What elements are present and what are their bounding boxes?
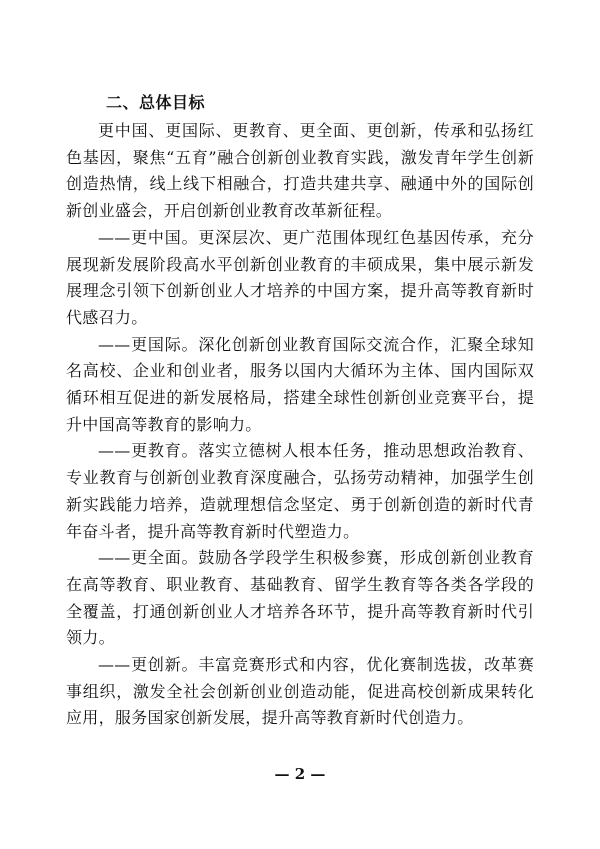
paragraph-more-innovative: ——更创新。丰富竞赛形式和内容，优化赛制选拔，改革赛事组织，激发全社会创新创业创造动能，促进高校创新成果转化应用，服务国家创新发展，提升高等教育新时代创造力。	[66, 655, 534, 728]
section-heading: 二、总体目标	[106, 93, 206, 112]
paragraph-more-educational: ——更教育。落实立德树人根本任务，推动思想政治教育、专业教育与创新创业教育深度融合，弘扬劳动精神，加强学生创新实践能力培养，造就理想信念坚定、勇于创新创造的新时代青年奋斗者，提升高等教育新时代塑造力。	[66, 441, 534, 541]
paragraph-more-chinese: ——更中国。更深层次、更广范围体现红色基因传承，充分展现新发展阶段高水平创新创业教育的丰硕成果，集中展示新发展理念引领下创新创业人才培养的中国方案，提升高等教育新时代感召力。	[66, 227, 534, 327]
page-number: — 2 —	[274, 765, 326, 783]
paragraph-more-international: ——更国际。深化创新创业教育国际交流合作，汇聚全球知名高校、企业和创业者，服务以国内大循环为主体、国内国际双循环相互促进的新发展格局，搭建全球性创新创业竞赛平台，提升中国高等教育的影响力。	[66, 334, 534, 434]
paragraph-more-comprehensive: ——更全面。鼓励各学段学生积极参赛，形成创新创业教育在高等教育、职业教育、基础教育、留学生教育等各类各学段的全覆盖，打通创新创业人才培养各环节，提升高等教育新时代引领力。	[66, 548, 534, 648]
paragraph-overview: 更中国、更国际、更教育、更全面、更创新，传承和弘扬红色基因，聚焦“五育”融合创新创业教育实践，激发青年学生创新创造热情，线上线下相融合，打造共建共享、融通中外的国际创新创业盛会，开启创新创业教育改革新征程。	[66, 121, 534, 221]
body-text	[66, 118, 534, 732]
